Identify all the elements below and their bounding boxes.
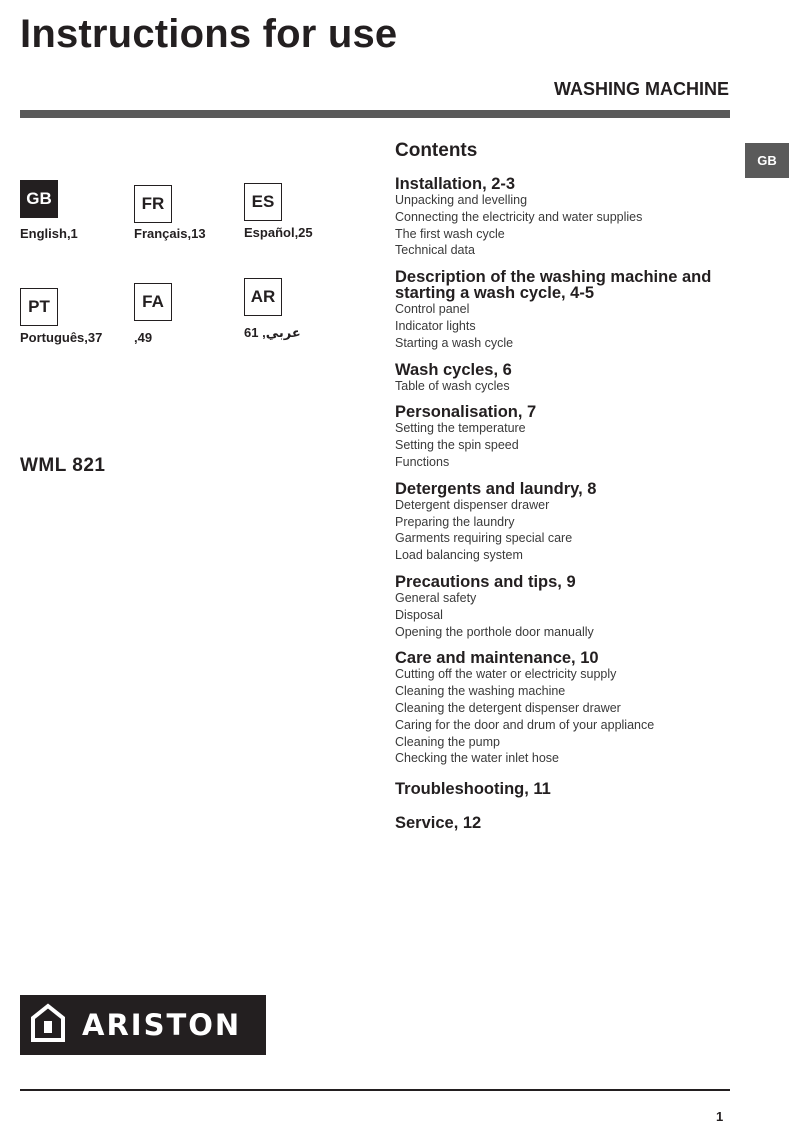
toc-item: Checking the water inlet hose (395, 751, 559, 766)
toc-section (395, 404, 735, 470)
language-pt (20, 288, 102, 345)
header-divider (20, 110, 730, 118)
toc-item: Unpacking and levelling (395, 193, 528, 207)
table-of-contents (395, 140, 735, 841)
toc-item: The first wash cycle (395, 226, 505, 241)
toc-heading: Installation, 2-3 (395, 175, 516, 193)
toc-item: Technical data (395, 243, 475, 258)
language-code: PT (20, 288, 58, 326)
toc-item: General safety (395, 590, 477, 605)
toc-heading: Description of the washing machine and starting a wash cycle, 4-5 (395, 268, 712, 303)
toc-heading: Service, 12 (395, 814, 482, 833)
language-label: Français,13 (134, 226, 206, 241)
toc-heading: Wash cycles, 6 (395, 360, 512, 379)
toc-heading: Troubleshooting, 11 (395, 780, 551, 799)
language-fa (134, 283, 172, 345)
toc-item: Cleaning the washing machine (395, 684, 566, 699)
toc-heading: Personalisation, 7 (395, 403, 537, 422)
language-label: English,1 (20, 226, 78, 241)
model-number: WML 821 (20, 455, 106, 476)
contents-title: Contents (395, 140, 478, 161)
language-code: ES (244, 183, 282, 221)
page-title: Instructions for use (20, 12, 398, 56)
toc-section (395, 269, 735, 351)
toc-section (395, 781, 735, 797)
language-label: Português,37 (20, 330, 103, 345)
toc-item: Caring for the door and drum of your appliance (395, 717, 655, 732)
toc-item: Cleaning the detergent dispenser drawer (395, 700, 621, 715)
toc-section (395, 176, 735, 259)
toc-item: Indicator lights (395, 318, 476, 333)
toc-item: Setting the temperature (395, 421, 526, 436)
toc-heading: Care and maintenance, 10 (395, 649, 599, 668)
language-es (244, 183, 313, 240)
toc-heading: Detergents and laundry, 8 (395, 479, 597, 498)
language-code: GB (20, 180, 58, 218)
toc-item: Opening the porthole door manually (395, 624, 594, 639)
toc-item: Connecting the electricity and water supplies (395, 209, 643, 224)
footer-divider (20, 1089, 730, 1091)
product-type: WASHING MACHINE (554, 79, 729, 99)
toc-item: Garments requiring special care (395, 531, 573, 546)
toc-section (395, 362, 735, 395)
toc-item: Load balancing system (395, 548, 523, 563)
language-label: Español,25 (244, 225, 313, 240)
toc-section (395, 650, 735, 767)
language-fr (134, 185, 206, 241)
toc-item: Starting a wash cycle (395, 335, 514, 350)
toc-item: Control panel (395, 302, 470, 317)
language-label: عربي, 61 (244, 325, 301, 340)
toc-item: Cleaning the pump (395, 734, 500, 749)
language-gb (20, 180, 78, 241)
toc-item: Setting the spin speed (395, 438, 519, 453)
page-number: 1 (716, 1109, 724, 1124)
toc-item: Detergent dispenser drawer (395, 497, 550, 512)
house-icon (30, 1003, 66, 1048)
language-side-tab: GB (745, 143, 789, 178)
language-code: FA (134, 283, 172, 321)
language-label: ,49 (134, 330, 153, 345)
language-code: FR (134, 185, 172, 223)
toc-heading: Precautions and tips, 9 (395, 572, 576, 591)
toc-item: Functions (395, 454, 450, 469)
toc-item: Table of wash cycles (395, 378, 510, 393)
brand-logo (20, 995, 266, 1055)
toc-item: Cutting off the water or electricity supply (395, 667, 617, 682)
language-code: AR (244, 278, 282, 316)
toc-section (395, 481, 735, 564)
brand-name: ARISTON (82, 1008, 242, 1042)
toc-section (395, 574, 735, 640)
toc-section (395, 815, 735, 831)
toc-item: Preparing the laundry (395, 514, 515, 529)
language-ar (244, 278, 301, 341)
toc-item: Disposal (395, 607, 443, 622)
